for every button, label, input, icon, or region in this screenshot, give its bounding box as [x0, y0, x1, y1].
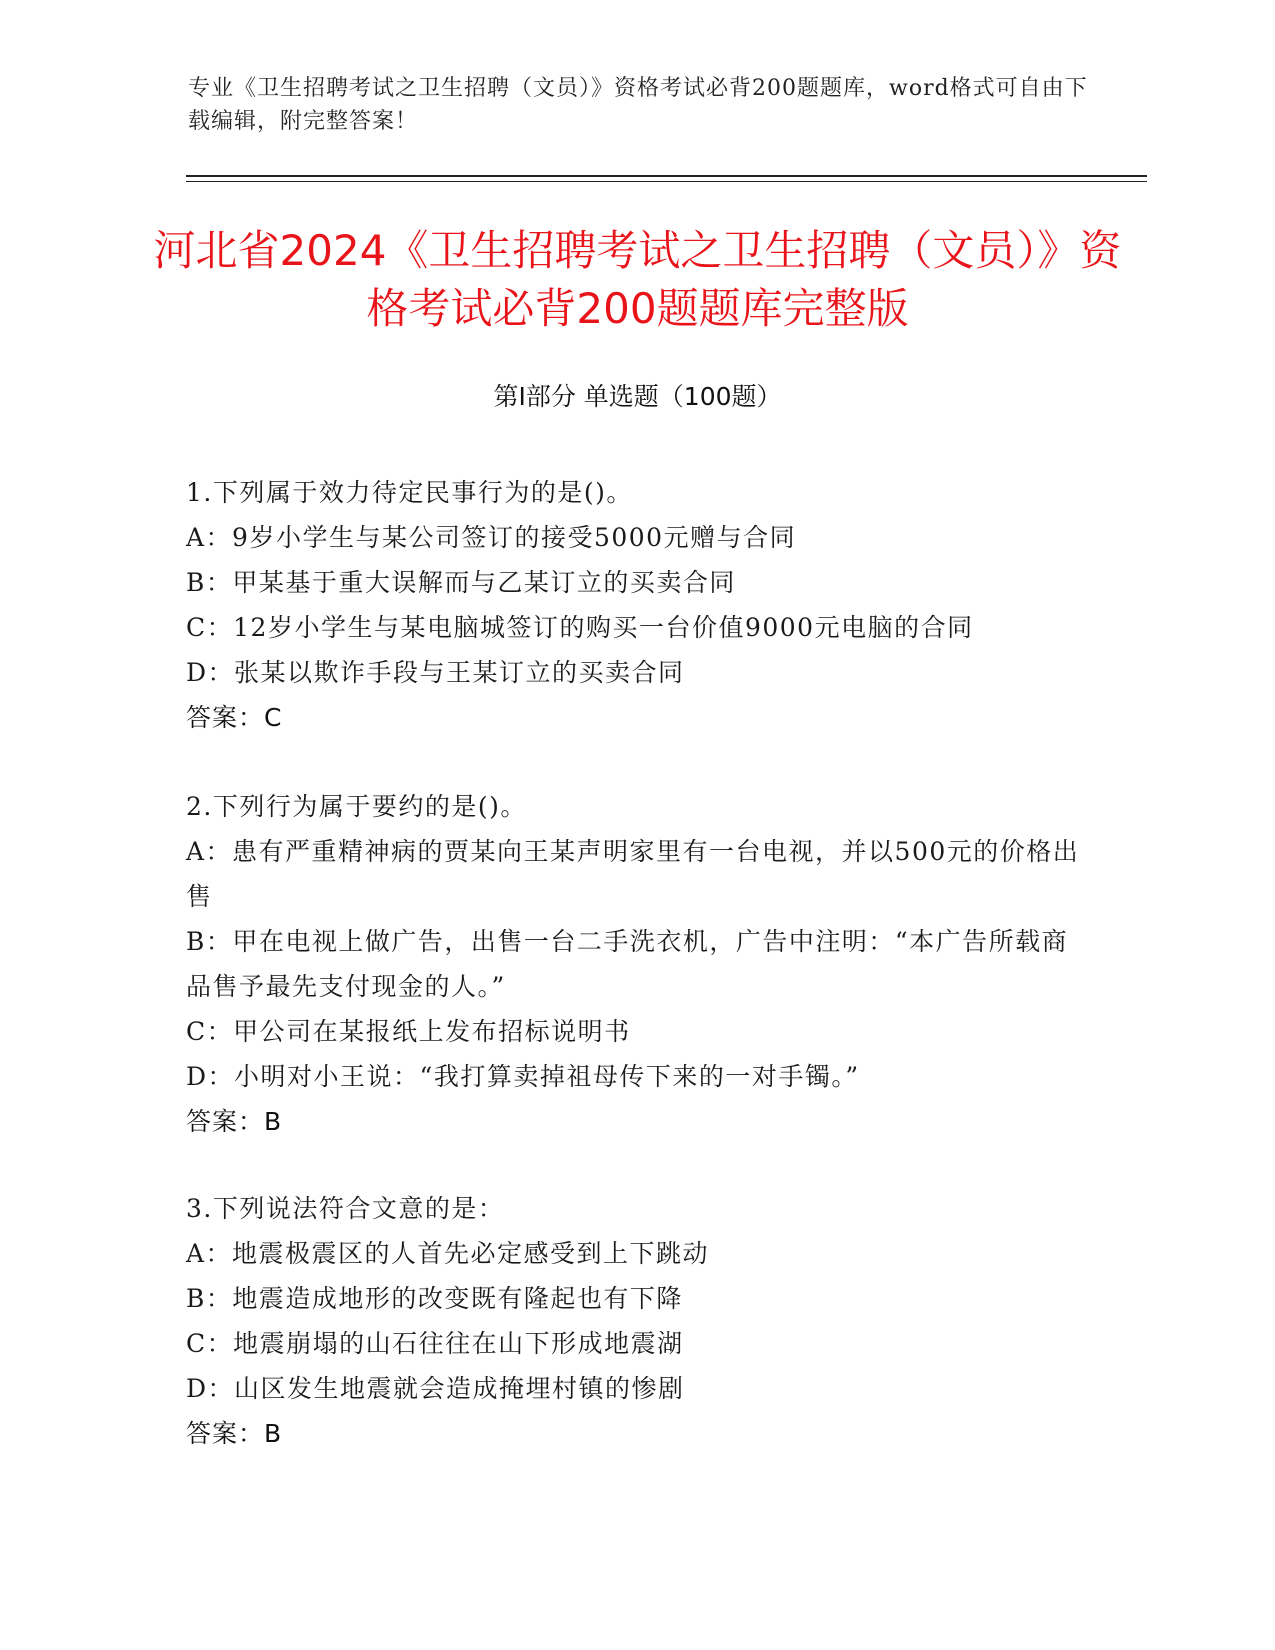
option-c: C：地震崩塌的山石往往在山下形成地震湖: [186, 1329, 684, 1358]
option-d: D：小明对小王说：“我打算卖掉祖母传下来的一对手镯。”: [186, 1062, 860, 1091]
header-divider-thin: [186, 181, 1147, 182]
question-block: [186, 784, 1086, 1144]
answer-line: 答案：B: [186, 1107, 283, 1136]
option-b: B：甲在电视上做广告，出售一台二手洗衣机，广告中注明：“本广告所载商品售予最先支付现金的人。”: [186, 927, 1069, 1001]
option-a: A：9岁小学生与某公司签订的接受5000元赠与合同: [186, 523, 797, 552]
option-a: A：地震极震区的人首先必定感受到上下跳动: [186, 1239, 710, 1268]
option-b: B：地震造成地形的改变既有隆起也有下降: [186, 1284, 683, 1313]
answer-line: 答案：C: [186, 703, 283, 732]
header-note: 专业《卫生招聘考试之卫生招聘（文员）》资格考试必背200题题库，word格式可自由下载编辑，附完整答案！: [188, 76, 1088, 134]
option-d: D：山区发生地震就会造成掩埋村镇的惨剧: [186, 1374, 685, 1403]
option-c: C：甲公司在某报纸上发布招标说明书: [186, 1017, 631, 1046]
question-block: [186, 1186, 1086, 1456]
option-c: C：12岁小学生与某电脑城签订的购买一台价值9000元电脑的合同: [186, 613, 974, 642]
answer-line: 答案：B: [186, 1419, 283, 1448]
question-stem: 1.下列属于效力待定民事行为的是()。: [186, 478, 633, 507]
question-stem: 3.下列说法符合文意的是：: [186, 1194, 505, 1223]
question-block: [186, 470, 1086, 740]
question-stem: 2.下列行为属于要约的是()。: [186, 792, 527, 821]
document-title: 河北省2024《卫生招聘考试之卫生招聘（文员）》资格考试必背200题题库完整版: [153, 226, 1122, 333]
header-divider-thick: [186, 175, 1147, 177]
option-d: D：张某以欺诈手段与王某订立的买卖合同: [186, 658, 685, 687]
option-b: B：甲某基于重大误解而与乙某订立的买卖合同: [186, 568, 736, 597]
option-a: A：患有严重精神病的贾某向王某声明家里有一台电视，并以500元的价格出售: [186, 837, 1080, 911]
section-title: 第I部分 单选题（100题）: [493, 382, 782, 411]
